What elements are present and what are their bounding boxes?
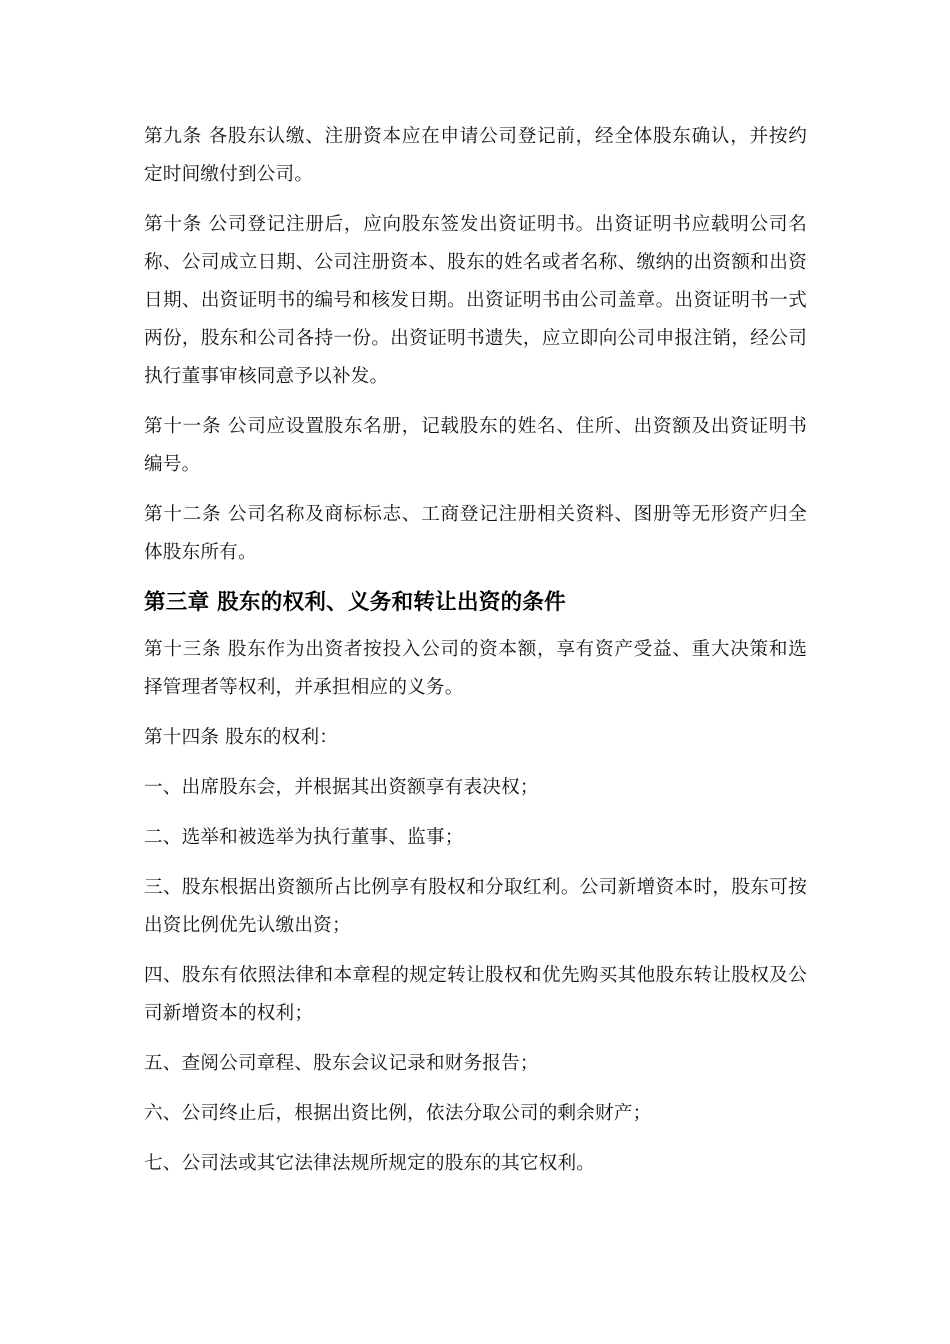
right-item-2: 二、选举和被选举为执行董事、监事； [144,827,464,848]
article-10: 第十条 公司登记注册后，应向股东签发出资证明书。出资证明书应载明公司名称、公司成立日期、公司注册资本、股东的姓名或者名称、缴纳的出资额和出资日期、出资证明书的编号和核发日期。出资证明书由公司盖章。出资证明书一式两份，股东和公司各持一份。出资证明书遗失，应立即向公司申报注销，经公司执行董事审核同意予以补发。 [144,214,807,387]
right-item-1: 一、出席股东会，并根据其出资额享有表决权； [144,777,539,798]
article-13: 第十三条 股东作为出资者按投入公司的资本额，享有资产受益、重大决策和选择管理者等权利，并承担相应的义务。 [144,639,807,698]
chapter-3-heading: 第三章 股东的权利、义务和转让出资的条件 [144,590,566,615]
article-12: 第十二条 公司名称及商标标志、工商登记注册相关资料、图册等无形资产归全体股东所有。 [144,504,807,563]
right-item-3: 三、股东根据出资额所占比例享有股权和分取红利。公司新增资本时，股东可按出资比例优先认缴出资； [144,877,807,936]
article-9: 第九条 各股东认缴、注册资本应在申请公司登记前，经全体股东确认，并按约定时间缴付到公司。 [144,126,807,185]
right-item-6: 六、公司终止后，根据出资比例，依法分取公司的剩余财产； [144,1103,652,1124]
right-item-5: 五、查阅公司章程、股东会议记录和财务报告； [144,1053,539,1074]
article-14: 第十四条 股东的权利： [144,727,339,748]
right-item-7: 七、公司法或其它法律法规所规定的股东的其它权利。 [144,1153,596,1174]
article-11: 第十一条 公司应设置股东名册，记载股东的姓名、住所、出资额及出资证明书编号。 [144,416,807,475]
right-item-4: 四、股东有依照法律和本章程的规定转让股权和优先购买其他股东转让股权及公司新增资本的权利； [144,965,807,1024]
